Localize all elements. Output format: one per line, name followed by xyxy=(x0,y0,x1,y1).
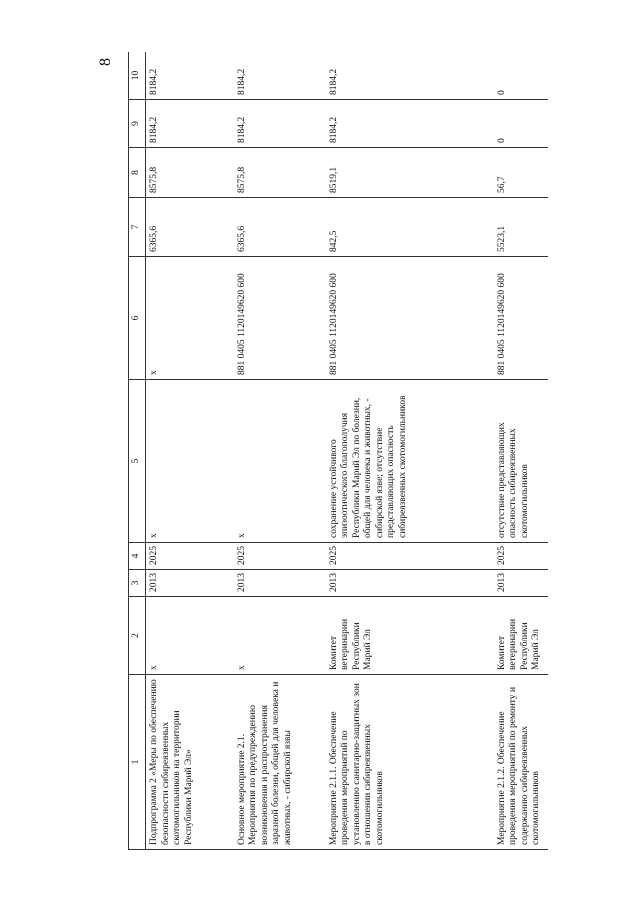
value-cell: 8184,2 xyxy=(326,100,494,148)
column-header: 7 xyxy=(129,198,146,257)
start-year-cell: 2013 xyxy=(146,570,234,597)
column-header: 3 xyxy=(129,570,146,597)
table-row xyxy=(234,52,326,850)
rotated-table-frame xyxy=(128,52,548,850)
value-cell: 8519,1 xyxy=(326,148,494,198)
expected-result-cell: х xyxy=(146,380,234,543)
column-header: 4 xyxy=(129,543,146,570)
start-year-cell: 2013 xyxy=(326,570,494,597)
expected-result-cell: сохранение устойчивого эпизоотического благополучия Республики Марий Эл по болезни, общей для человека и животных, - сибирской язве; отсутствие представляющих опасность сибиреязвенных скотомогильников xyxy=(326,380,494,543)
row-title-cell: Мероприятие 2.1.2. Обеспечение проведения мероприятий по ремонту и содержанию сибиреязвенных скотомогильников xyxy=(494,675,549,850)
end-year-cell: 2025 xyxy=(146,543,234,570)
expected-result-cell: х xyxy=(234,380,326,543)
expected-result-cell: отсутствие представляющих опасность сибиреязвенных скотомогильников xyxy=(494,380,549,543)
column-header: 1 xyxy=(129,675,146,850)
value-cell: 0 xyxy=(494,100,549,148)
value-cell: 8575,8 xyxy=(234,148,326,198)
value-cell: 5523,1 xyxy=(494,198,549,257)
table-row xyxy=(326,52,494,850)
table-row xyxy=(494,52,549,850)
start-year-cell: 2013 xyxy=(234,570,326,597)
table-row xyxy=(146,52,234,850)
budget-code-cell: 881 0405 1120149620 600 xyxy=(234,257,326,380)
executor-cell: х xyxy=(146,597,234,675)
header-row xyxy=(129,52,146,850)
row-title-cell: Основное мероприятие 2.1. Мероприятия по предупреждению возникновения и распространения заразной болезни, общей для человека и животных, - сибирской язвы xyxy=(234,675,326,850)
value-cell: 6365,6 xyxy=(146,198,234,257)
column-header: 10 xyxy=(129,52,146,100)
column-header: 9 xyxy=(129,100,146,148)
column-header: 2 xyxy=(129,597,146,675)
page-number: 8 xyxy=(97,58,114,66)
program-table xyxy=(128,52,548,850)
value-cell: 0 xyxy=(494,52,549,100)
start-year-cell: 2013 xyxy=(494,570,549,597)
column-header: 8 xyxy=(129,148,146,198)
value-cell: 8575,8 xyxy=(146,148,234,198)
budget-code-cell: х xyxy=(146,257,234,380)
executor-cell: х xyxy=(234,597,326,675)
value-cell: 842,5 xyxy=(326,198,494,257)
value-cell: 8184,2 xyxy=(234,100,326,148)
value-cell: 8184,2 xyxy=(146,100,234,148)
executor-cell: Комитет ветеринарии Республики Марий Эл xyxy=(494,597,549,675)
budget-code-cell: 881 0405 1120149620 600 xyxy=(494,257,549,380)
row-title-cell: Подпрограмма 2 «Меры по обеспечению безопасности сибиреязвенных скотомогильников на территории Республики Марий Эл» xyxy=(146,675,234,850)
end-year-cell: 2025 xyxy=(326,543,494,570)
value-cell: 56,7 xyxy=(494,148,549,198)
executor-cell: Комитет ветеринарии Республики Марий Эл xyxy=(326,597,494,675)
value-cell: 6365,6 xyxy=(234,198,326,257)
value-cell: 8184,2 xyxy=(146,52,234,100)
end-year-cell: 2025 xyxy=(234,543,326,570)
end-year-cell: 2025 xyxy=(494,543,549,570)
program-table-sheet xyxy=(128,52,548,850)
budget-code-cell: 881 0405 1120149620 600 xyxy=(326,257,494,380)
column-header: 6 xyxy=(129,257,146,380)
value-cell: 8184,2 xyxy=(326,52,494,100)
row-title-cell: Мероприятие 2.1.1. Обеспечение проведения мероприятий по установлению санитарно-защитных зон в отношении сибиреязвенных скотомогильников xyxy=(326,675,494,850)
value-cell: 8184,2 xyxy=(234,52,326,100)
column-header: 5 xyxy=(129,380,146,543)
